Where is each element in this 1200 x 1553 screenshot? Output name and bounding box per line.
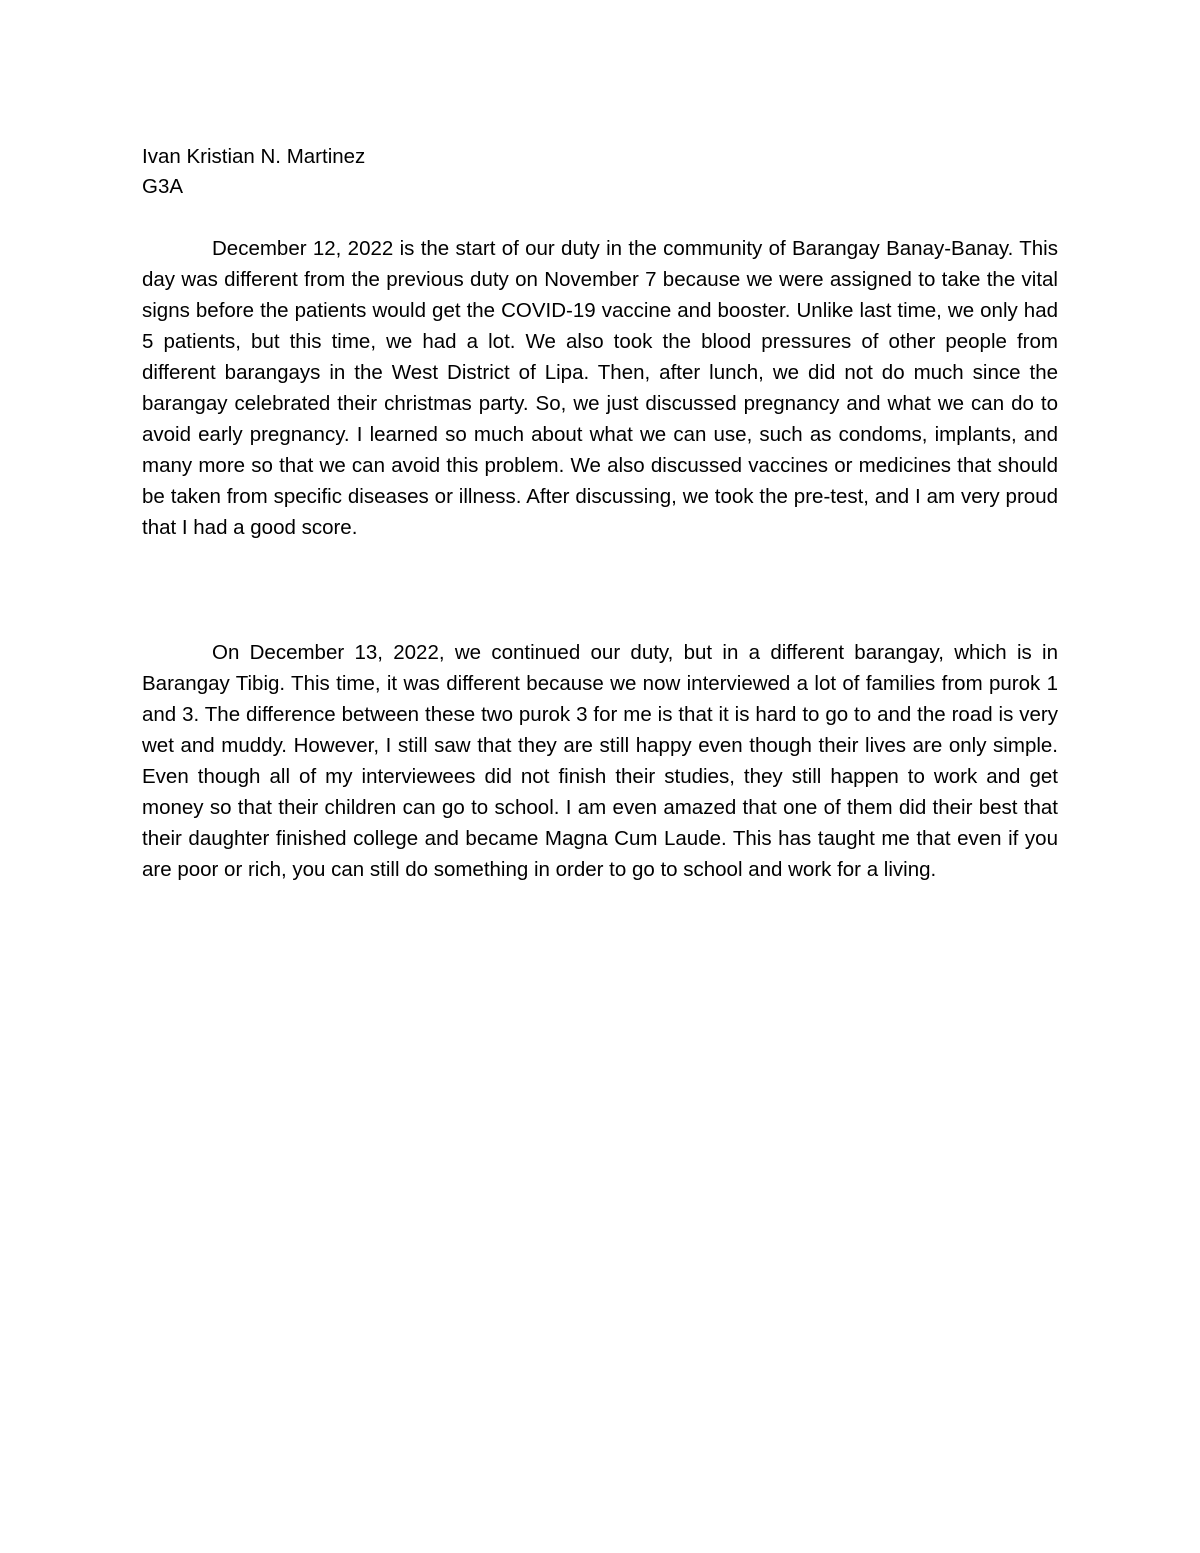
document-header: [142, 142, 1058, 202]
paragraph-december-12: December 12, 2022 is the start of our duty in the community of Barangay Banay-Banay. This day was different from the previous duty on November 7 because we were assigned to take the vital signs before the patients would get the COVID-19 vaccine and booster. Unlike last time, we only had 5 patients, but this time, we had a lot. We also took the blood pressures of other people from different barangays in the West District of Lipa. Then, after lunch, we did not do much since the barangay celebrated their christmas party. So, we just discussed pregnancy and what we can do to avoid early pregnancy. I learned so much about what we can use, such as condoms, implants, and many more so that we can avoid this problem. We also discussed vaccines or medicines that should be taken from specific diseases or illness. After discussing, we took the pre-test, and I am very proud that I had a good score.: [142, 237, 1058, 539]
section-label: G3A: [142, 175, 184, 198]
paragraph-december-13: On December 13, 2022, we continued our duty, but in a different barangay, which is in Barangay Tibig. This time, it was different because we now interviewed a lot of families from purok 1 and 3. The difference between these two purok 3 for me is that it is hard to go to and the road is very wet and muddy. However, I still saw that they are still happy even though their lives are only simple. Even though all of my interviewees did not finish their studies, they still happen to work and get money so that their children can go to school. I am even amazed that one of them did their best that their daughter finished college and became Magna Cum Laude. This has taught me that even if you are poor or rich, you can still do something in order to go to school and work for a living.: [142, 641, 1058, 881]
author-name: Ivan Kristian N. Martinez: [142, 145, 366, 168]
